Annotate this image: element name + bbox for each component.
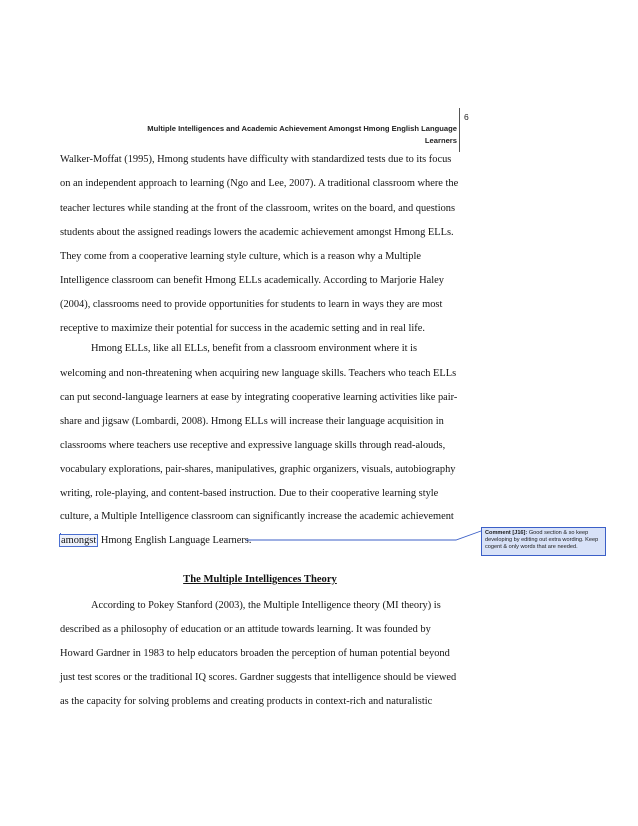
- header-divider: [459, 108, 460, 152]
- body-line: writing, role-playing, and content-based instruction. Due to their cooperative learning style: [60, 488, 439, 499]
- body-line: They come from a cooperative learning style culture, which is a reason why a Multiple: [60, 251, 421, 262]
- body-line: According to Pokey Stanford (2003), the Multiple Intelligence theory (MI theory) is: [91, 600, 441, 611]
- comment-balloon[interactable]: [481, 527, 606, 556]
- body-line: share and jigsaw (Lombardi, 2008). Hmong ELLs will increase their language acquisition in: [60, 416, 444, 427]
- body-line: teacher lectures while standing at the front of the classroom, writes on the board, and questions: [60, 203, 456, 214]
- section-heading: The Multiple Intelligences Theory: [183, 574, 337, 585]
- body-line: vocabulary explorations, pair-shares, manipulatives, graphic organizers, visuals, autobiography: [60, 464, 456, 475]
- comment-label: Comment [J16]:: [485, 530, 528, 536]
- body-line: (2004), classrooms need to provide opportunities for students to learn in ways they are most: [60, 299, 443, 310]
- body-line: Howard Gardner in 1983 to help educators broaden the perception of human potential beyond: [60, 648, 450, 659]
- body-line: Intelligence classroom can benefit Hmong ELLs academically. According to Marjorie Haley: [60, 275, 444, 286]
- body-line: students about the assigned readings lowers the academic achievement amongst Hmong ELLs.: [60, 227, 454, 238]
- body-line: Walker-Moffat (1995), Hmong students have difficulty with standardized tests due to its focus: [60, 154, 452, 165]
- body-line: just test scores or the traditional IQ scores. Gardner suggests that intelligence should be viewed: [60, 672, 457, 683]
- running-head-line2: Learners: [424, 136, 457, 145]
- comment-text: Good section & so keep developing by editing out extra wording. Keep cogent & only words that are needed.: [485, 530, 599, 551]
- body-line: described as a philosophy of education or an attitude towards learning. It was founded by: [60, 624, 431, 635]
- body-line: welcoming and non-threatening when acquiring new language skills. Teachers who teach ELLs: [60, 368, 457, 379]
- body-line: culture, a Multiple Intelligence classroom can significantly increase the academic achievement: [60, 511, 454, 522]
- body-line: Hmong ELLs, like all ELLs, benefit from a classroom environment where it is: [91, 343, 418, 354]
- body-line-with-comment: [60, 533, 460, 547]
- body-line: as the capacity for solving problems and creating products in context-rich and naturalistic: [60, 696, 433, 707]
- body-line: receptive to maximize their potential for success in the academic setting and in real life.: [60, 323, 425, 334]
- commented-word[interactable]: amongst: [61, 535, 97, 546]
- body-line: classrooms where teachers use receptive and expressive language skills through read-alouds,: [60, 440, 446, 451]
- page-number: 6: [464, 112, 469, 122]
- running-head-line1: Multiple Intelligences and Academic Achievement Amongst Hmong English Language: [147, 124, 457, 133]
- body-line-rest: Hmong English Language Learners.: [98, 535, 252, 546]
- body-line: can put second-language learners at ease by integrating cooperative learning activities like pair-: [60, 392, 458, 403]
- body-line: on an independent approach to learning (Ngo and Lee, 2007). A traditional classroom where the: [60, 178, 459, 189]
